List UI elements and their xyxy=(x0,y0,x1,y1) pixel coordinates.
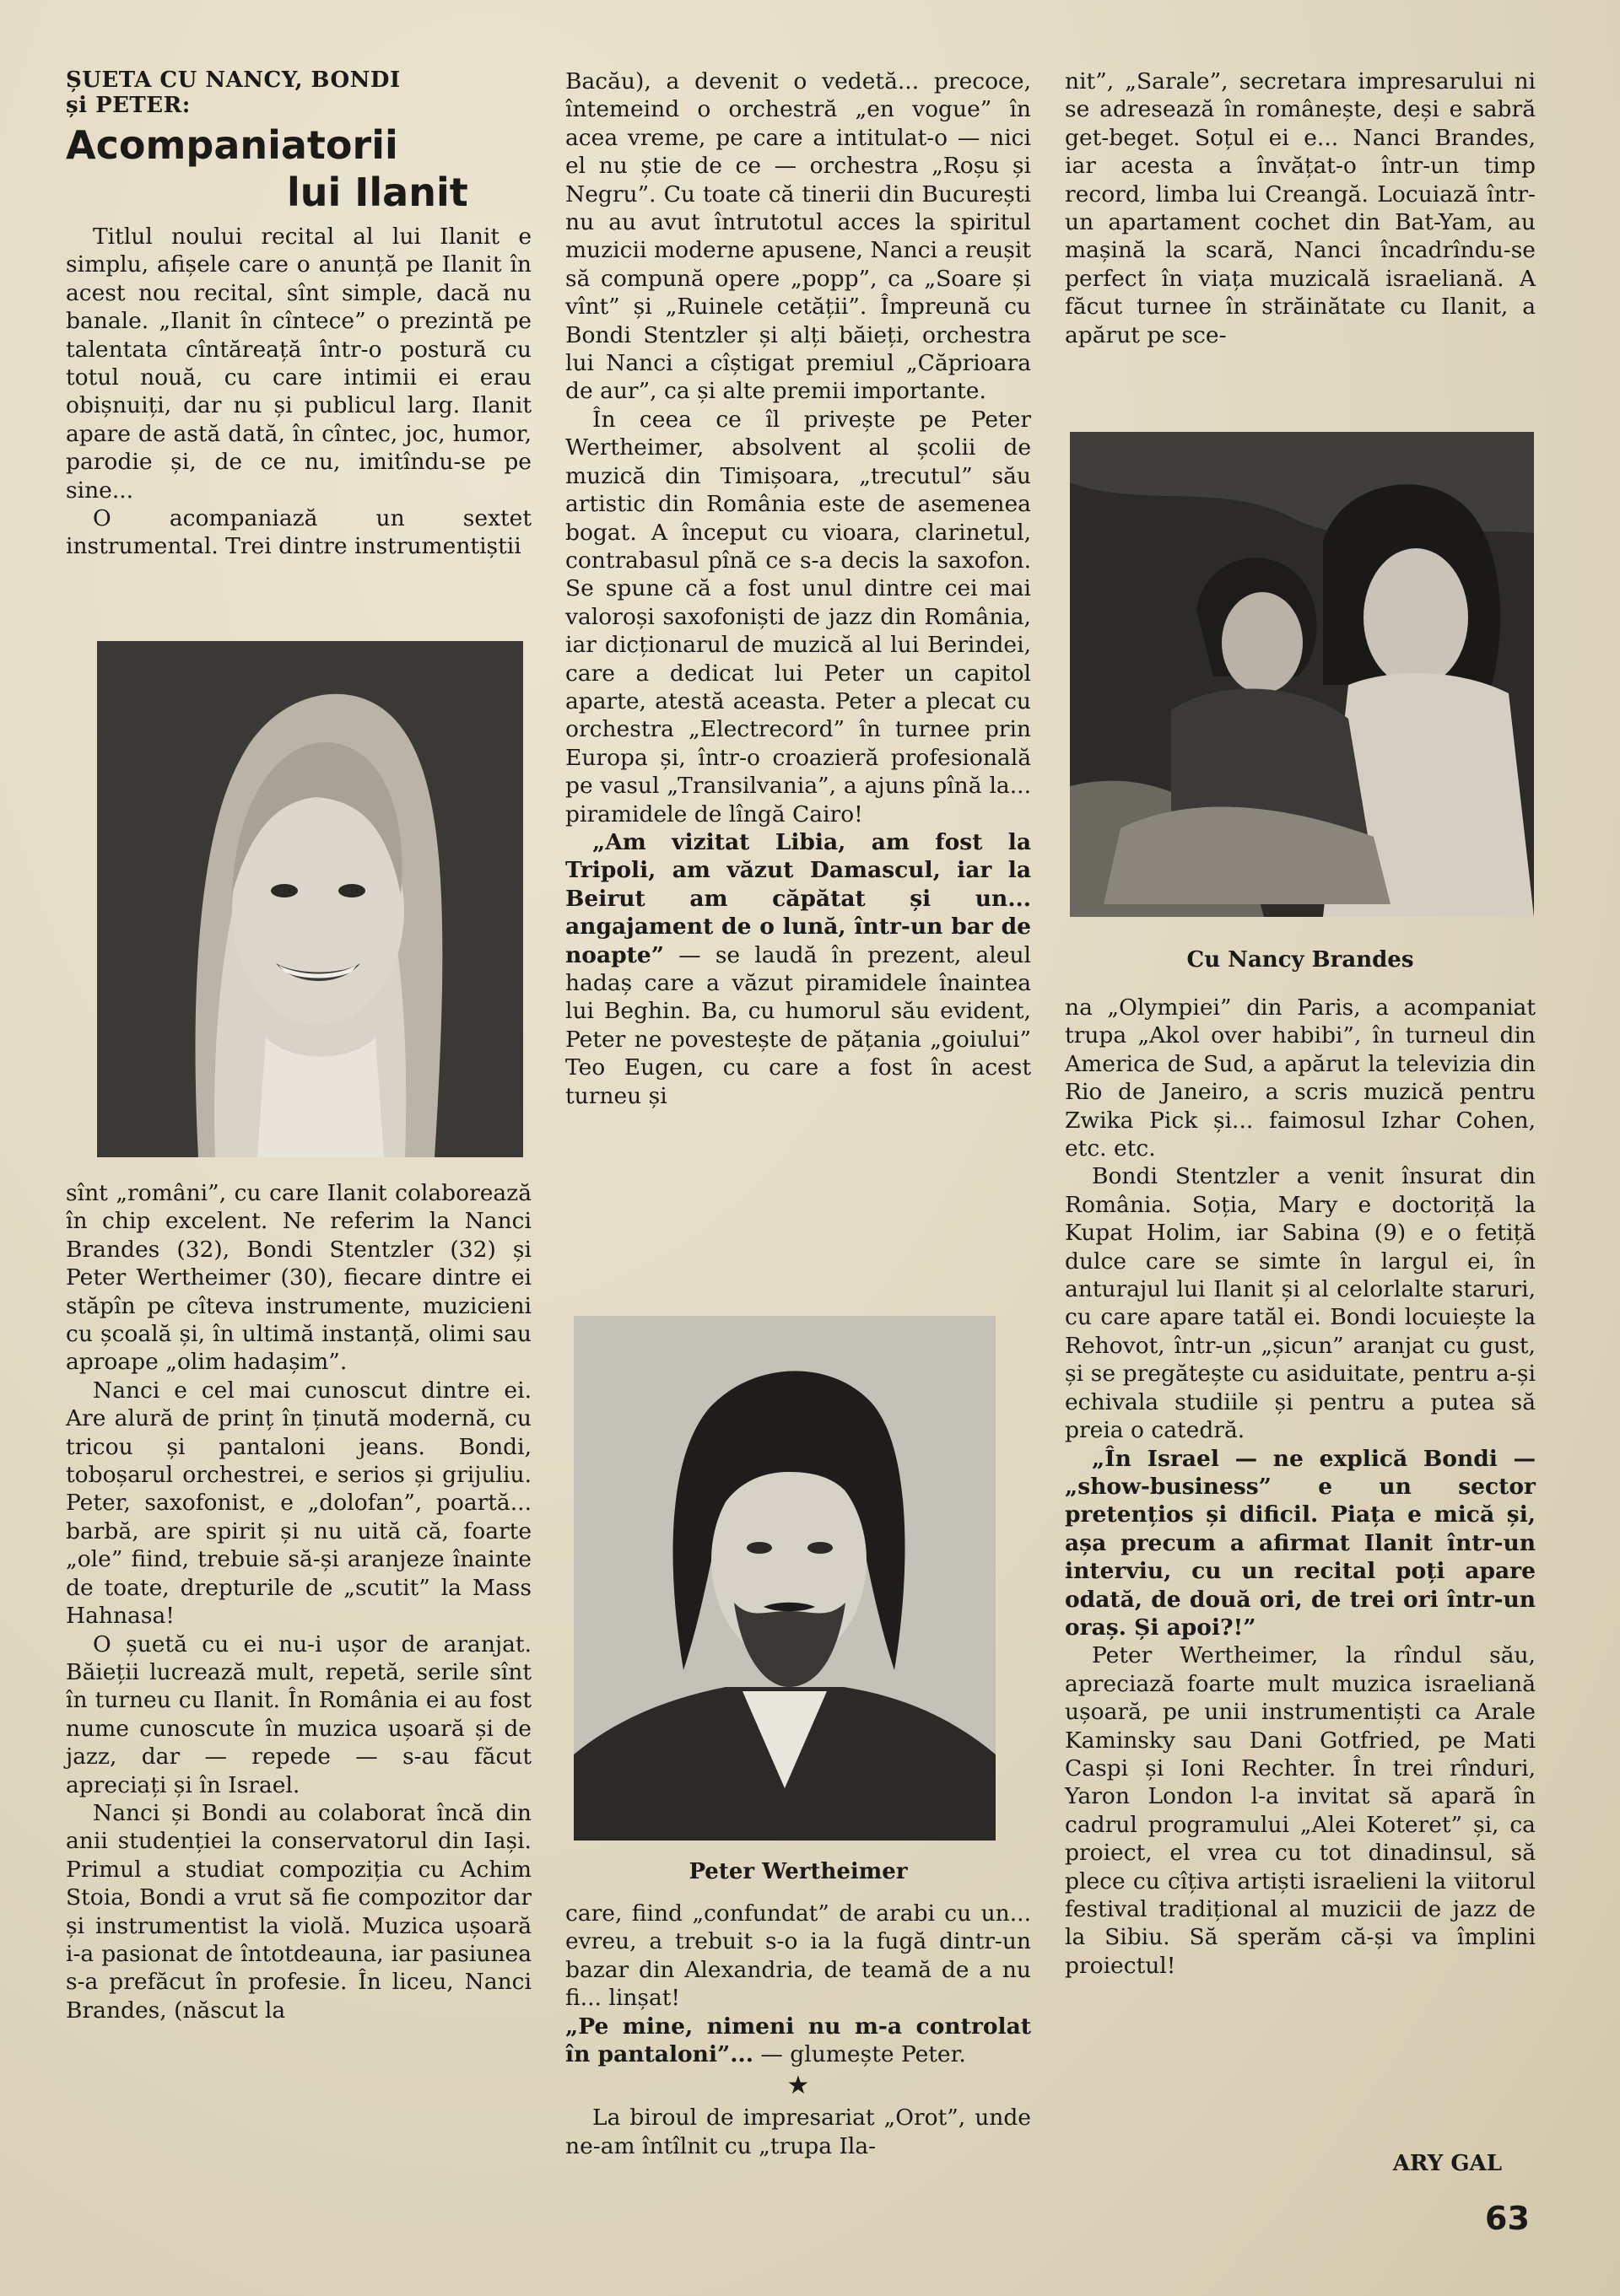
kicker-line-1: ȘUETA CU NANCY, BONDI xyxy=(66,67,401,93)
col1-paragraph-5: O șuetă cu ei nu-i ușor de aranjat. Băieții lucrează mult, repetă, serile sînt în turneu cu Ilanit. În România ei au fost nume cunoscute în muzica ușoară și de jazz, dar — repede — s-au făcut apreciați și în Israel. xyxy=(66,1630,532,1798)
nancy-caption: Cu Nancy Brandes xyxy=(1186,947,1414,973)
col2-quote-pantaloni: „Pe mine, nimeni nu m-a controlat în pantaloni”... xyxy=(565,2013,1031,2068)
ilanit-photo xyxy=(97,641,523,1157)
col3-paragraph-5: Peter Wertheimer, la rîndul său, apreciază foarte mult muzica israeliană ușoară, pe unii instrumentiști ca Arale Kaminsky sau Dani Gotfried, pe Mati Caspi și Ioni Rechter. În trei rînduri, Yaron London l-a invitat să apară în cadrul programului „Alei Koteret” și, ca proiect, el vrea cu tot dinadinsul, să plece cu cîțiva artiști israelieni la viitorul festival tradițional al muzicii de jazz de la Sibiu. Să sperăm că-și va împlini proiectul! xyxy=(1065,1642,1536,1979)
col2-paragraph-4: care, fiind „confundat” de arabi cu un... evreu, a trebuit s-o ia la fugă dintr-un bazar din Alexandria, de teamă de a nu fi... linșat! xyxy=(565,1900,1031,2012)
article-title xyxy=(66,121,532,216)
col3-paragraph-1: nit”, „Sarale”, secretara impresarului ni se adresează în românește, deși e sabră get-beget. Soțul ei e... Nanci Brandes, iar acesta a învățat-o într-un timp record, limba lui Creangă. Locuiază într-un apartament cochet din Bat-Yam, au mașină la scară, Nanci încadrîndu-se perfect în viața muzicală israeliană. A făcut turnee în străinătate cu Ilanit, a apărut pe sce- xyxy=(1065,68,1536,348)
col2-paragraph-3-rest: — se laudă în prezent, aleul hadaș care a văzut piramidele înaintea lui Beghin. Ba, cu humorul său evident, Peter ne povestește de pățania „goiului” Teo Eugen, cu care a fost în acest turneu și xyxy=(565,941,1031,1109)
column-3-lower xyxy=(1065,994,1536,1980)
nancy-brandes-photo xyxy=(1070,432,1534,917)
title-line-2: lui Ilanit xyxy=(287,170,468,215)
col2-paragraph-5-rest: — glumește Peter. xyxy=(753,2041,966,2068)
column-2 xyxy=(565,67,1031,1110)
col2-paragraph-2: În ceea ce îl privește pe Peter Wertheimer, absolvent al școlii de muzică din Timișoara, „trecutul” său artistic din România este de asemenea bogat. A început cu vioara, clarinetul, contrabasul pînă ce s-a decis la saxofon. Se spune că a fost unul dintre cei mai valoroși saxofoniști de jazz din România, iar dicționarul de muzică al lui Berindei, care a dedicat lui Peter un capitol aparte, atestă aceasta. Peter a plecat cu orchestra „Electrecord” în turnee prin Europa și, într-o croazieră profesională pe vasul „Transilvania”, a ajuns pînă la... piramidele de lîngă Cairo! xyxy=(565,406,1031,827)
author-signature: ARY GAL xyxy=(1392,2151,1502,2176)
col2-quote-libia: „Am vizitat Libia, am fost la Tripoli, am văzut Damascul, iar la Beirut am căpătat și un... angajament de o lună, într-un bar de noapte” xyxy=(565,828,1031,968)
col1-paragraph-3: sînt „români”, cu care Ilanit colaborează în chip excelent. Ne referim la Nanci Brandes (32), Bondi Stentzler (32) și Peter Wertheimer (30), fiecare dintre ei stăpîn pe cîteva instrumente, muzicieni cu școală și, în ultimă instanță, olimi sau aproape „olim hadașim”. xyxy=(66,1180,532,1376)
col2-paragraph-5 xyxy=(565,2013,1031,2069)
title-line-1: Acompaniatorii xyxy=(66,122,398,168)
col2-paragraph-3 xyxy=(565,828,1031,1110)
col1-paragraph-1: Titlul noului recital al lui Ilanit e simplu, afișele care o anunță pe Ilanit în acest nou recital, sînt simple, dacă nu banale. „Ilanit în cîntece” o prezintă pe talentata cîntăreață într-o postură cu totul nouă, cu care intimii ei erau obișnuiți, dar nu și publicul larg. Ilanit apare de astă dată, în cîntec, joc, humor, parodie și, de ce nu, imitîndu-se pe sine... xyxy=(66,224,532,504)
peter-photo xyxy=(574,1316,996,1841)
column-1-lower xyxy=(66,1179,532,2024)
kicker-line-2: și PETER: xyxy=(66,93,191,118)
col3-paragraph-3: Bondi Stentzler a venit însurat din România. Soția, Mary e doctoriță la Kupat Holim, iar Sabina (9) e o fetiță dulce care se simte în largul ei, în anturajul lui Ilanit și al celorlalte staruri, cu care apare tatăl ei. Bondi locuiește la Rehovot, într-un „șicun” aranjat cu gust, și se pregătește cu asiduitate, pentru a-și echivala studiile și pentru a putea să preia o catedră. xyxy=(1065,1163,1536,1444)
column-2-lower xyxy=(565,1900,1031,2160)
col3-paragraph-4: „În Israel — ne explică Bondi — „show-business” e un sector pretențios și dificil. Piața e mică și, așa precum a afirmat Ilanit într-un interviu, cu un recital poți apare odată, de două ori, de trei ori într-un oraș. Și apoi?!” xyxy=(1065,1445,1536,1641)
peter-caption: Peter Wertheimer xyxy=(688,1859,908,1884)
col3-paragraph-2: na „Olympiei” din Paris, a acompaniat trupa „Akol over habibi”, în turneul din America de Sud, a apărut la televizia din Rio de Janeiro, a scris muzică pentru Zwika Pick și... faimosul Izhar Cohen, etc. etc. xyxy=(1065,994,1536,1162)
column-3 xyxy=(1065,67,1536,349)
col1-paragraph-2: O acompaniază un sextet instrumental. Trei dintre instrumentiștii xyxy=(66,505,532,560)
col1-paragraph-4: Nanci e cel mai cunoscut dintre ei. Are alură de prinț în ținută modernă, cu tricou și pantaloni jeans. Bondi, toboșarul orchestrei, e serios și grijuliu. Peter, saxofonist, e „dolofan”, poartă... barbă, are spirit și nu uită că, foarte „ole” fiind, trebuie să-și aranjeze înainte de toate, drepturile de „scutit” la Mass Hahnasa! xyxy=(66,1377,532,1630)
column-1 xyxy=(66,67,532,561)
col2-paragraph-1: Bacău), a devenit o vedetă... precoce, întemeind o orchestră „en vogue” în acea vreme, pe care a intitulat-o — nici el nu știe de ce — orchestra „Roșu și Negru”. Cu toate că tinerii din București nu au avut întrutotul acces la spiritul muzicii moderne apusene, Nanci a reușit să compună opere „popp”, ca „Soare și vînt” și „Ruinele cetății”. Împreună cu Bondi Stentzler și alți băieți, orchestra lui Nanci a cîștigat premiul „Căprioara de aur”, ca și alte premii importante. xyxy=(565,68,1031,405)
col2-paragraph-6: La biroul de impresariat „Orot”, unde ne-am întîlnit cu „trupa Ila- xyxy=(565,2105,1031,2159)
section-star: ★ xyxy=(786,2071,810,2101)
col1-paragraph-6: Nanci și Bondi au colaborat încă din anii studenției la conservatorul din Iași. Primul a studiat compoziția cu Achim Stoia, Bondi a vrut să fie compozitor dar și instrumentist la violă. Muzica ușoară i-a pasionat de întotdeauna, iar pasiunea s-a prefăcut în profesie. În liceu, Nanci Brandes, (născut la xyxy=(66,1799,532,2024)
page-number: 63 xyxy=(1485,2200,1530,2237)
